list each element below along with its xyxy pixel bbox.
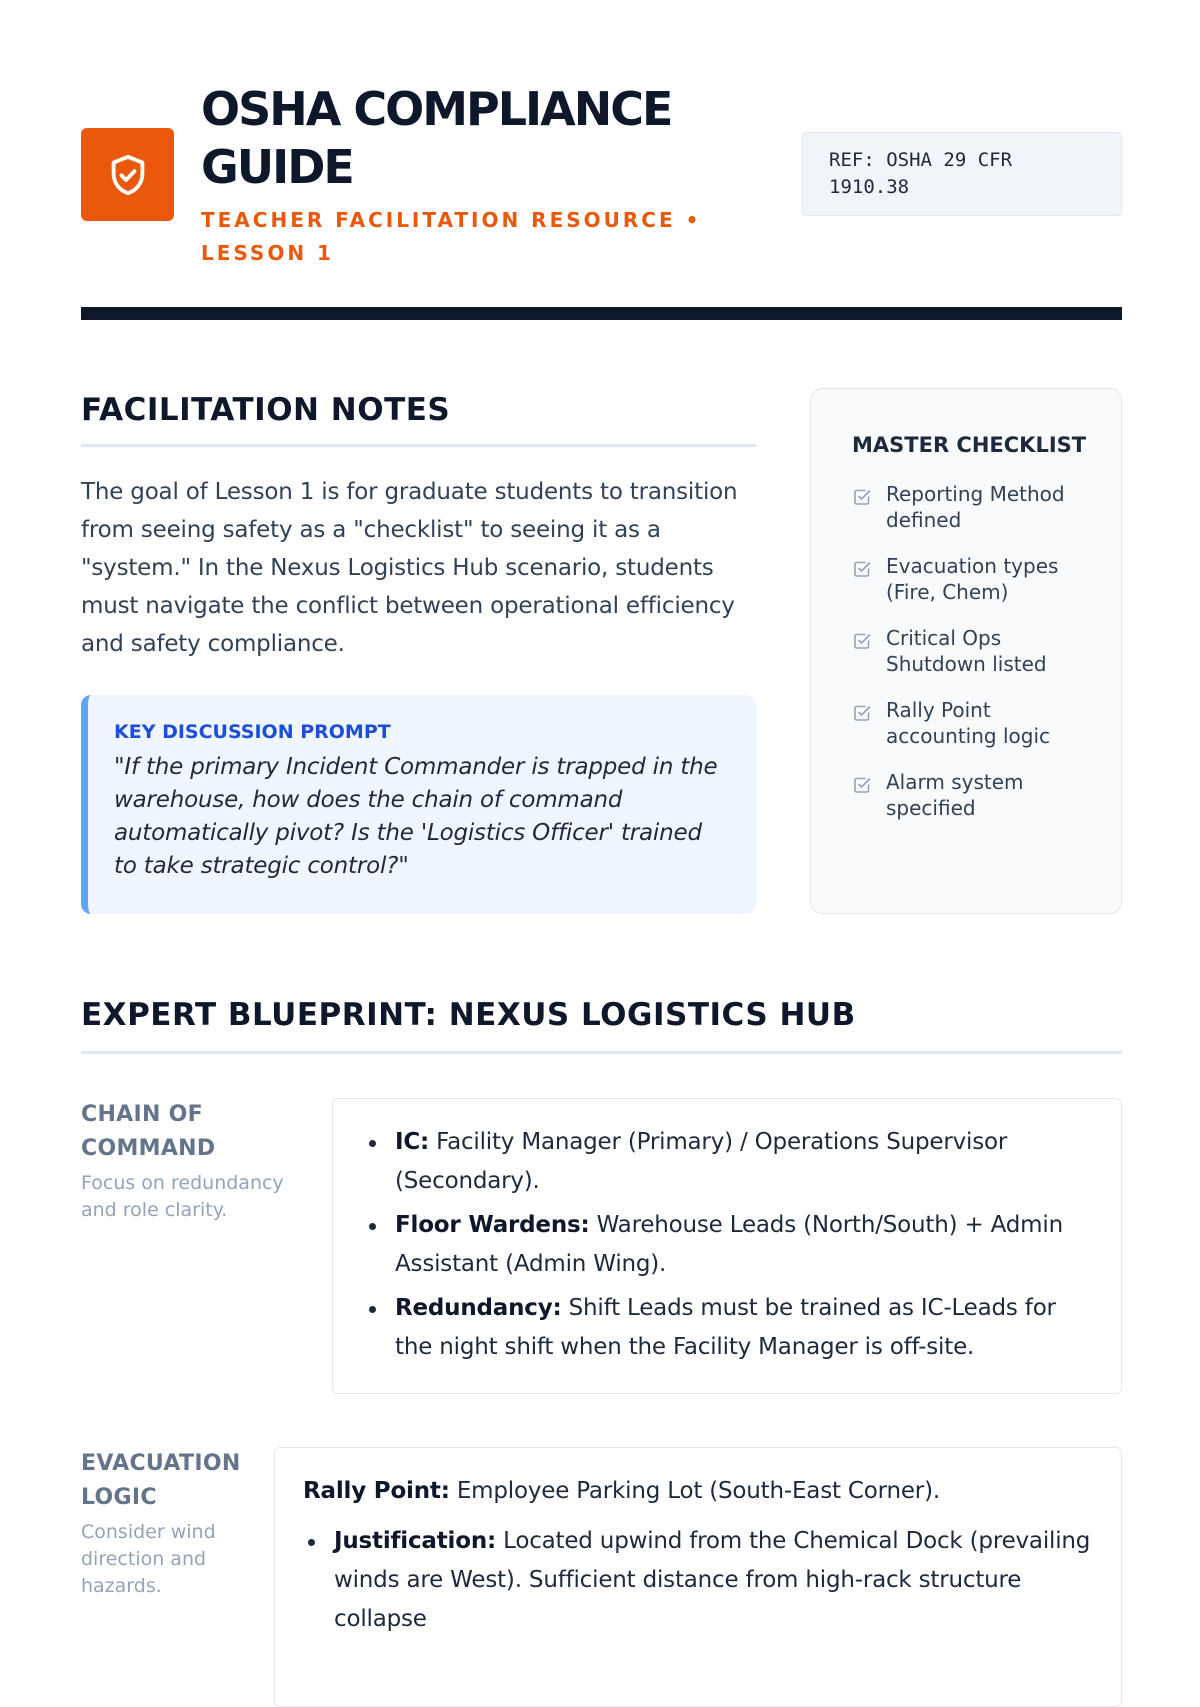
checkbox-check-icon [852, 631, 872, 651]
section-heading: FACILITATION NOTES [81, 390, 756, 447]
checklist-heading: MASTER CHECKLIST [852, 433, 1087, 457]
row-label-subtitle: Focus on redundancy and role clarity. [81, 1172, 284, 1221]
document-header [81, 80, 1122, 280]
expert-blueprint-section [81, 995, 1122, 1632]
blueprint-card [332, 1098, 1122, 1394]
blueprint-card [274, 1447, 1122, 1707]
notes-paragraph: The goal of Lesson 1 is for graduate students to transition from seeing safety as a "checklist" to seeing it as a "system." In the Nexus Logistics Hub scenario, students must navigate the conflict between operational efficiency and safety compliance. [81, 479, 738, 657]
master-checklist [810, 388, 1122, 914]
checklist-item [852, 481, 1091, 533]
row-label-title: EVACUATION LOGIC [81, 1451, 241, 1510]
row-label-title: CHAIN OF COMMAND [81, 1102, 216, 1161]
blueprint-row-evacuation-logic [81, 1447, 1122, 1707]
list-item [364, 1289, 1081, 1367]
item-key: IC: [395, 1129, 430, 1155]
facilitation-notes-section [81, 390, 756, 914]
page-subtitle: TEACHER FACILITATION RESOURCE • LESSON 1 [201, 208, 702, 265]
checklist-item-label: Critical Ops Shutdown listed [886, 626, 1047, 676]
list-item [364, 1206, 1081, 1284]
item-key: Redundancy: [395, 1295, 562, 1321]
row-label [81, 1098, 296, 1224]
reference-badge: REF: OSHA 29 CFR 1910.38 [802, 132, 1122, 216]
blueprint-row-chain-of-command [81, 1098, 1122, 1398]
item-key: Floor Wardens: [395, 1212, 590, 1238]
evacuation-list [303, 1522, 1091, 1639]
checkbox-check-icon [852, 775, 872, 795]
section-heading: EXPERT BLUEPRINT: NEXUS LOGISTICS HUB [81, 995, 1122, 1054]
checklist-item-label: Reporting Method defined [886, 482, 1065, 532]
row-label [81, 1447, 241, 1600]
rally-point [303, 1474, 1091, 1508]
checkbox-check-icon [852, 487, 872, 507]
checklist-item [852, 697, 1091, 749]
item-key: Rally Point: [303, 1478, 450, 1504]
checklist-items [852, 481, 1091, 821]
row-label-subtitle: Consider wind direction and hazards. [81, 1521, 216, 1597]
prompt-label: KEY DISCUSSION PROMPT [114, 721, 391, 743]
title-block [201, 80, 801, 270]
checklist-item-label: Rally Point accounting logic [886, 698, 1051, 748]
discussion-prompt-callout [81, 695, 756, 914]
checkbox-check-icon [852, 703, 872, 723]
page-title: OSHA COMPLIANCE GUIDE [201, 82, 672, 194]
checklist-item [852, 769, 1091, 821]
item-key: Justification: [334, 1528, 496, 1554]
item-text: Facility Manager (Primary) / Operations Supervisor (Secondary). [395, 1129, 1008, 1194]
list-item [303, 1522, 1091, 1639]
item-text: Shift Leads must be trained as IC-Leads for the night shift when the Facility Manager is off-site. [395, 1295, 1056, 1360]
header-divider [81, 307, 1122, 320]
logo [81, 128, 174, 221]
item-text: Employee Parking Lot (South-East Corner). [449, 1478, 940, 1504]
shield-check-icon [105, 152, 151, 198]
item-text: Warehouse Leads (North/South) + Admin Assistant (Admin Wing). [395, 1212, 1063, 1277]
item-text: Located upwind from the Chemical Dock (prevailing winds are West). Sufficient distance from high-rack structure collapse [334, 1528, 1091, 1632]
checklist-item [852, 553, 1091, 605]
chain-of-command-list [364, 1123, 1081, 1367]
checklist-item [852, 625, 1091, 677]
prompt-text: "If the primary Incident Commander is trapped in the warehouse, how does the chain of command automatically pivot? Is the 'Logistics Officer' trained to take strategic control?" [114, 754, 718, 879]
checkbox-check-icon [852, 559, 872, 579]
list-item [364, 1123, 1081, 1201]
checklist-item-label: Alarm system specified [886, 770, 1024, 820]
checklist-item-label: Evacuation types (Fire, Chem) [886, 554, 1059, 604]
